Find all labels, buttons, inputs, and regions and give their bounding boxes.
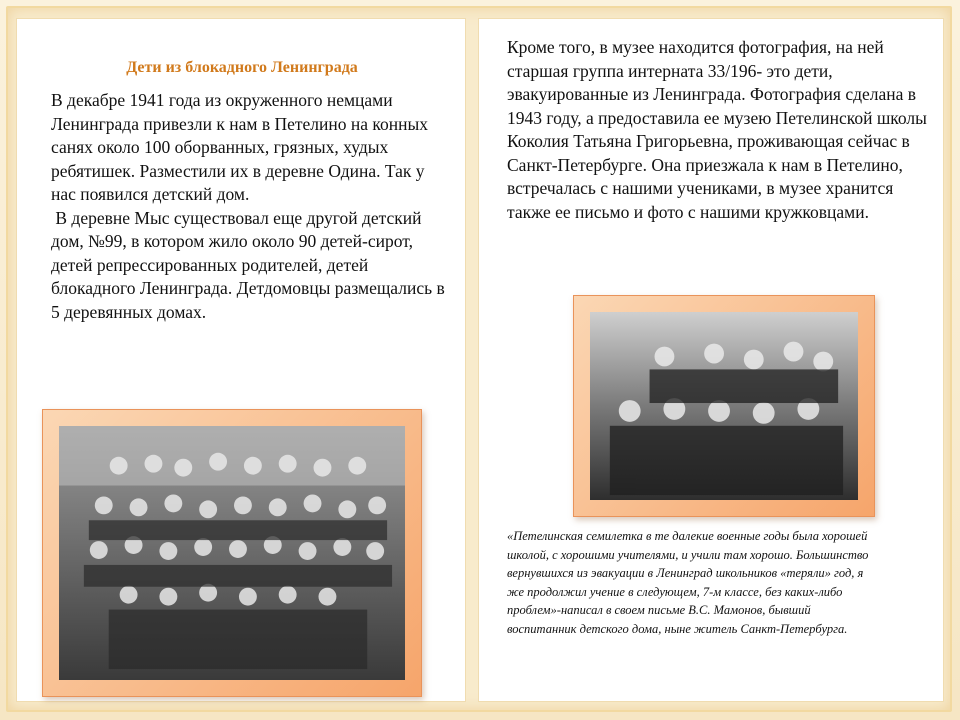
group-photo-children	[59, 426, 405, 680]
interniat-group-photo	[590, 312, 858, 500]
right-page	[478, 18, 944, 702]
paragraph-2: В деревне Мыс существовал еще другой детский дом, №99, в котором жило около 90 детей-сирот, детей репрессированных родителей, детей блокадного Ленинграда. Детдомовцы размещались в 5 деревянных домах.	[51, 207, 450, 322]
left-page	[16, 18, 466, 702]
left-text	[51, 89, 451, 324]
memoir-quote: «Петелинская семилетка в те далекие военные годы была хорошей школой, с хорошими учителями, и учили там хорошо. Большинство вернувшихся из эвакуации в Ленинград школьников «теряли» год, я же продолжил учение в следующем, 7-м классе, без каких-либо проблем»-написал в своем письме В.С. Мамонов, бывший воспитанник детского дома, ныне житель Санкт-Петербурга.	[507, 529, 869, 636]
paragraph-1: В декабре 1941 года из окруженного немцами Ленинграда привезли к нам в Петелино на конных санях около 100 оборванных, грязных, худых ребятишек. Разместили их в деревне Одина. Так у нас появился детский дом.	[51, 90, 428, 204]
page-title: Дети из блокадного Ленинграда	[126, 59, 358, 76]
group-photo-frame	[42, 409, 422, 697]
interniat-photo-frame	[573, 295, 875, 517]
right-paragraph: Кроме того, в музее находится фотография, на ней старшая группа интерната 33/196- это дети, эвакуированные из Ленинграда. Фотография сделана в 1943 году, а предоставила ее музею Петелинской школы Коколия Татьяна Григорьевна, проживающая сейчас в Санкт-Петербурге. Она приезжала к нам в Петелино, встречалась с нашими учениками, в музее хранится также ее письмо и фото с нашими кружковцами.	[507, 37, 927, 222]
